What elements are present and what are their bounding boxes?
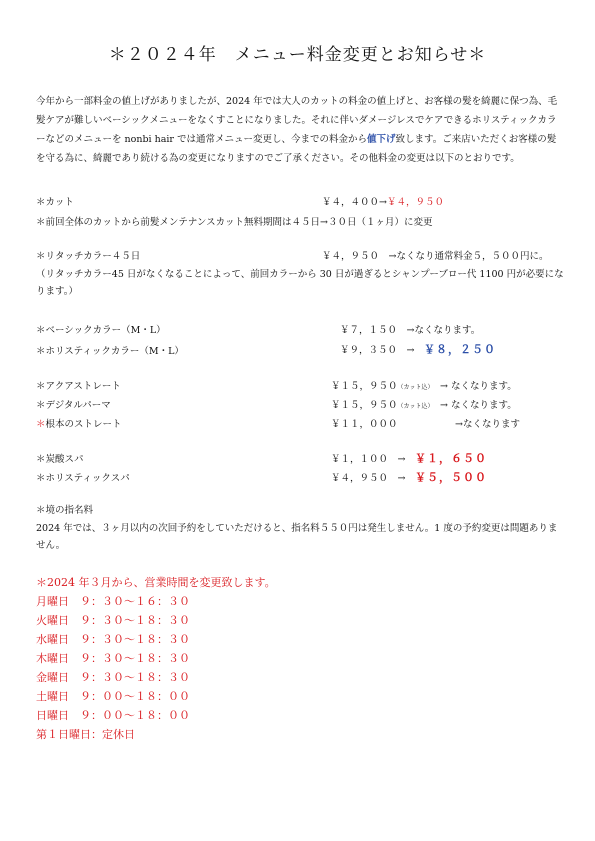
aqua-cut-included-tag: （カット込） xyxy=(397,384,431,391)
hours-saturday: 土曜日 ９：００～１８：００ xyxy=(36,690,190,703)
basic-color-value: ￥７，１５０ →なくなります。 xyxy=(340,325,481,336)
holistic-color-new-price: ￥８，２５０ xyxy=(423,343,496,356)
digital-cut-included-tag: （カット込） xyxy=(397,403,431,410)
digital-old-price: ￥１５，９５０ xyxy=(331,400,398,411)
retouch-note: （リタッチカラー45 日がなくなることによって、前回カラーから 30 日が過ぎるとシャンプーブロー代 1100 円が必要になります。） xyxy=(36,269,564,297)
cut-price xyxy=(322,196,444,210)
holistic-spa-label: ＊ホリスティックスパ xyxy=(36,473,130,484)
root-straight-text: 根本のストレート xyxy=(45,419,122,430)
holistic-spa-price xyxy=(331,471,487,486)
intro-highlight-price-down: 値下げ xyxy=(367,134,396,145)
hours-heading: ＊2024 年３月から、営業時間を変更致します。 xyxy=(36,576,276,589)
page-title: ＊２０２４年 メニュー料金変更とお知らせ＊ xyxy=(108,45,487,65)
digital-result: → なくなります。 xyxy=(439,400,517,411)
holistic-color-old-price: ￥９，３５０ → xyxy=(340,345,415,356)
retouch-value: ￥４，９５０ →なくなり通常料金５，５００円に。 xyxy=(322,251,549,262)
aqua-result: → なくなります。 xyxy=(439,381,517,392)
cut-label: ＊カット xyxy=(36,197,74,208)
carbon-spa-price xyxy=(331,452,487,467)
hours-closed-day: 第１日曜日：定休日 xyxy=(36,728,135,741)
business-hours xyxy=(36,573,276,744)
hours-friday: 金曜日 ９：３０～１８：３０ xyxy=(36,671,190,684)
root-straight-star: ＊ xyxy=(36,419,46,430)
holistic-color-price xyxy=(340,343,496,358)
hours-thursday: 木曜日 ９：３０～１８：３０ xyxy=(36,652,190,665)
hours-sunday: 日曜日 ９：００～１８：００ xyxy=(36,709,190,722)
holistic-spa-new-price: ￥５，５００ xyxy=(414,471,487,484)
digital-perm-price xyxy=(331,399,517,414)
holistic-color-label: ＊ホリスティックカラー（M・L） xyxy=(36,346,184,357)
carbon-spa-old-price: ￥１，１００ → xyxy=(331,454,406,465)
nomination-text: 2024 年では、３ヶ月以内の次回予約をしていただけると、指名料５５０円は発生しません。1 度の予約変更は問題ありません。 xyxy=(36,523,558,551)
hours-tuesday: 火曜日 ９：３０～１８：３０ xyxy=(36,614,190,627)
nomination-label: ＊境の指名料 xyxy=(36,505,94,516)
cut-note: ＊前回全体のカットから前髪メンテナンスカット無料期間は４５日→３０日（１ヶ月）に変更 xyxy=(36,217,433,228)
holistic-spa-old-price: ￥４，９５０ → xyxy=(331,473,406,484)
intro-text-before: 今年から一部料金の値上げがありましたが、2024 年では大人のカットの料金の値上げと、お客様の髪を綺麗に保つ為、毛髪ケアが難しいベーシックメニューをなくすことになりました。それに伴いダメージレスでケアできるホリスティックカラーなどのメニューを nonbi hair では通常メニュー変更し、今までの料金から xyxy=(36,96,558,145)
cut-old-price: ￥４，４００→ xyxy=(322,197,387,208)
carbon-spa-new-price: ￥１，６５０ xyxy=(414,452,487,465)
basic-color-label: ＊ベーシックカラー（M・L） xyxy=(36,325,166,336)
aqua-old-price: ￥１５，９５０ xyxy=(331,381,398,392)
intro-paragraph xyxy=(36,92,564,168)
aqua-straight-price xyxy=(331,380,517,395)
cut-new-price: ￥４，９５０ xyxy=(386,197,444,208)
hours-wednesday: 水曜日 ９：３０～１８：３０ xyxy=(36,633,190,646)
intro-text-after: 致します。ご来店いただくお客様の髪を守る為に、綺麗であり続ける為の変更になりますのでご了承ください。その他料金の変更は以下のとおりです。 xyxy=(36,134,557,164)
root-straight-result: →なくなります xyxy=(455,419,520,430)
root-straight-old-price: ￥１１，０００ xyxy=(331,419,398,430)
aqua-straight-label: ＊アクアストレート xyxy=(36,381,121,392)
carbon-spa-label: ＊炭酸スパ xyxy=(36,454,84,465)
hours-monday: 月曜日 ９：３０～１６：３０ xyxy=(36,595,190,608)
root-straight-label xyxy=(36,418,122,432)
digital-perm-label: ＊デジタルパーマ xyxy=(36,400,111,411)
retouch-label: ＊リタッチカラー４５日 xyxy=(36,251,141,262)
